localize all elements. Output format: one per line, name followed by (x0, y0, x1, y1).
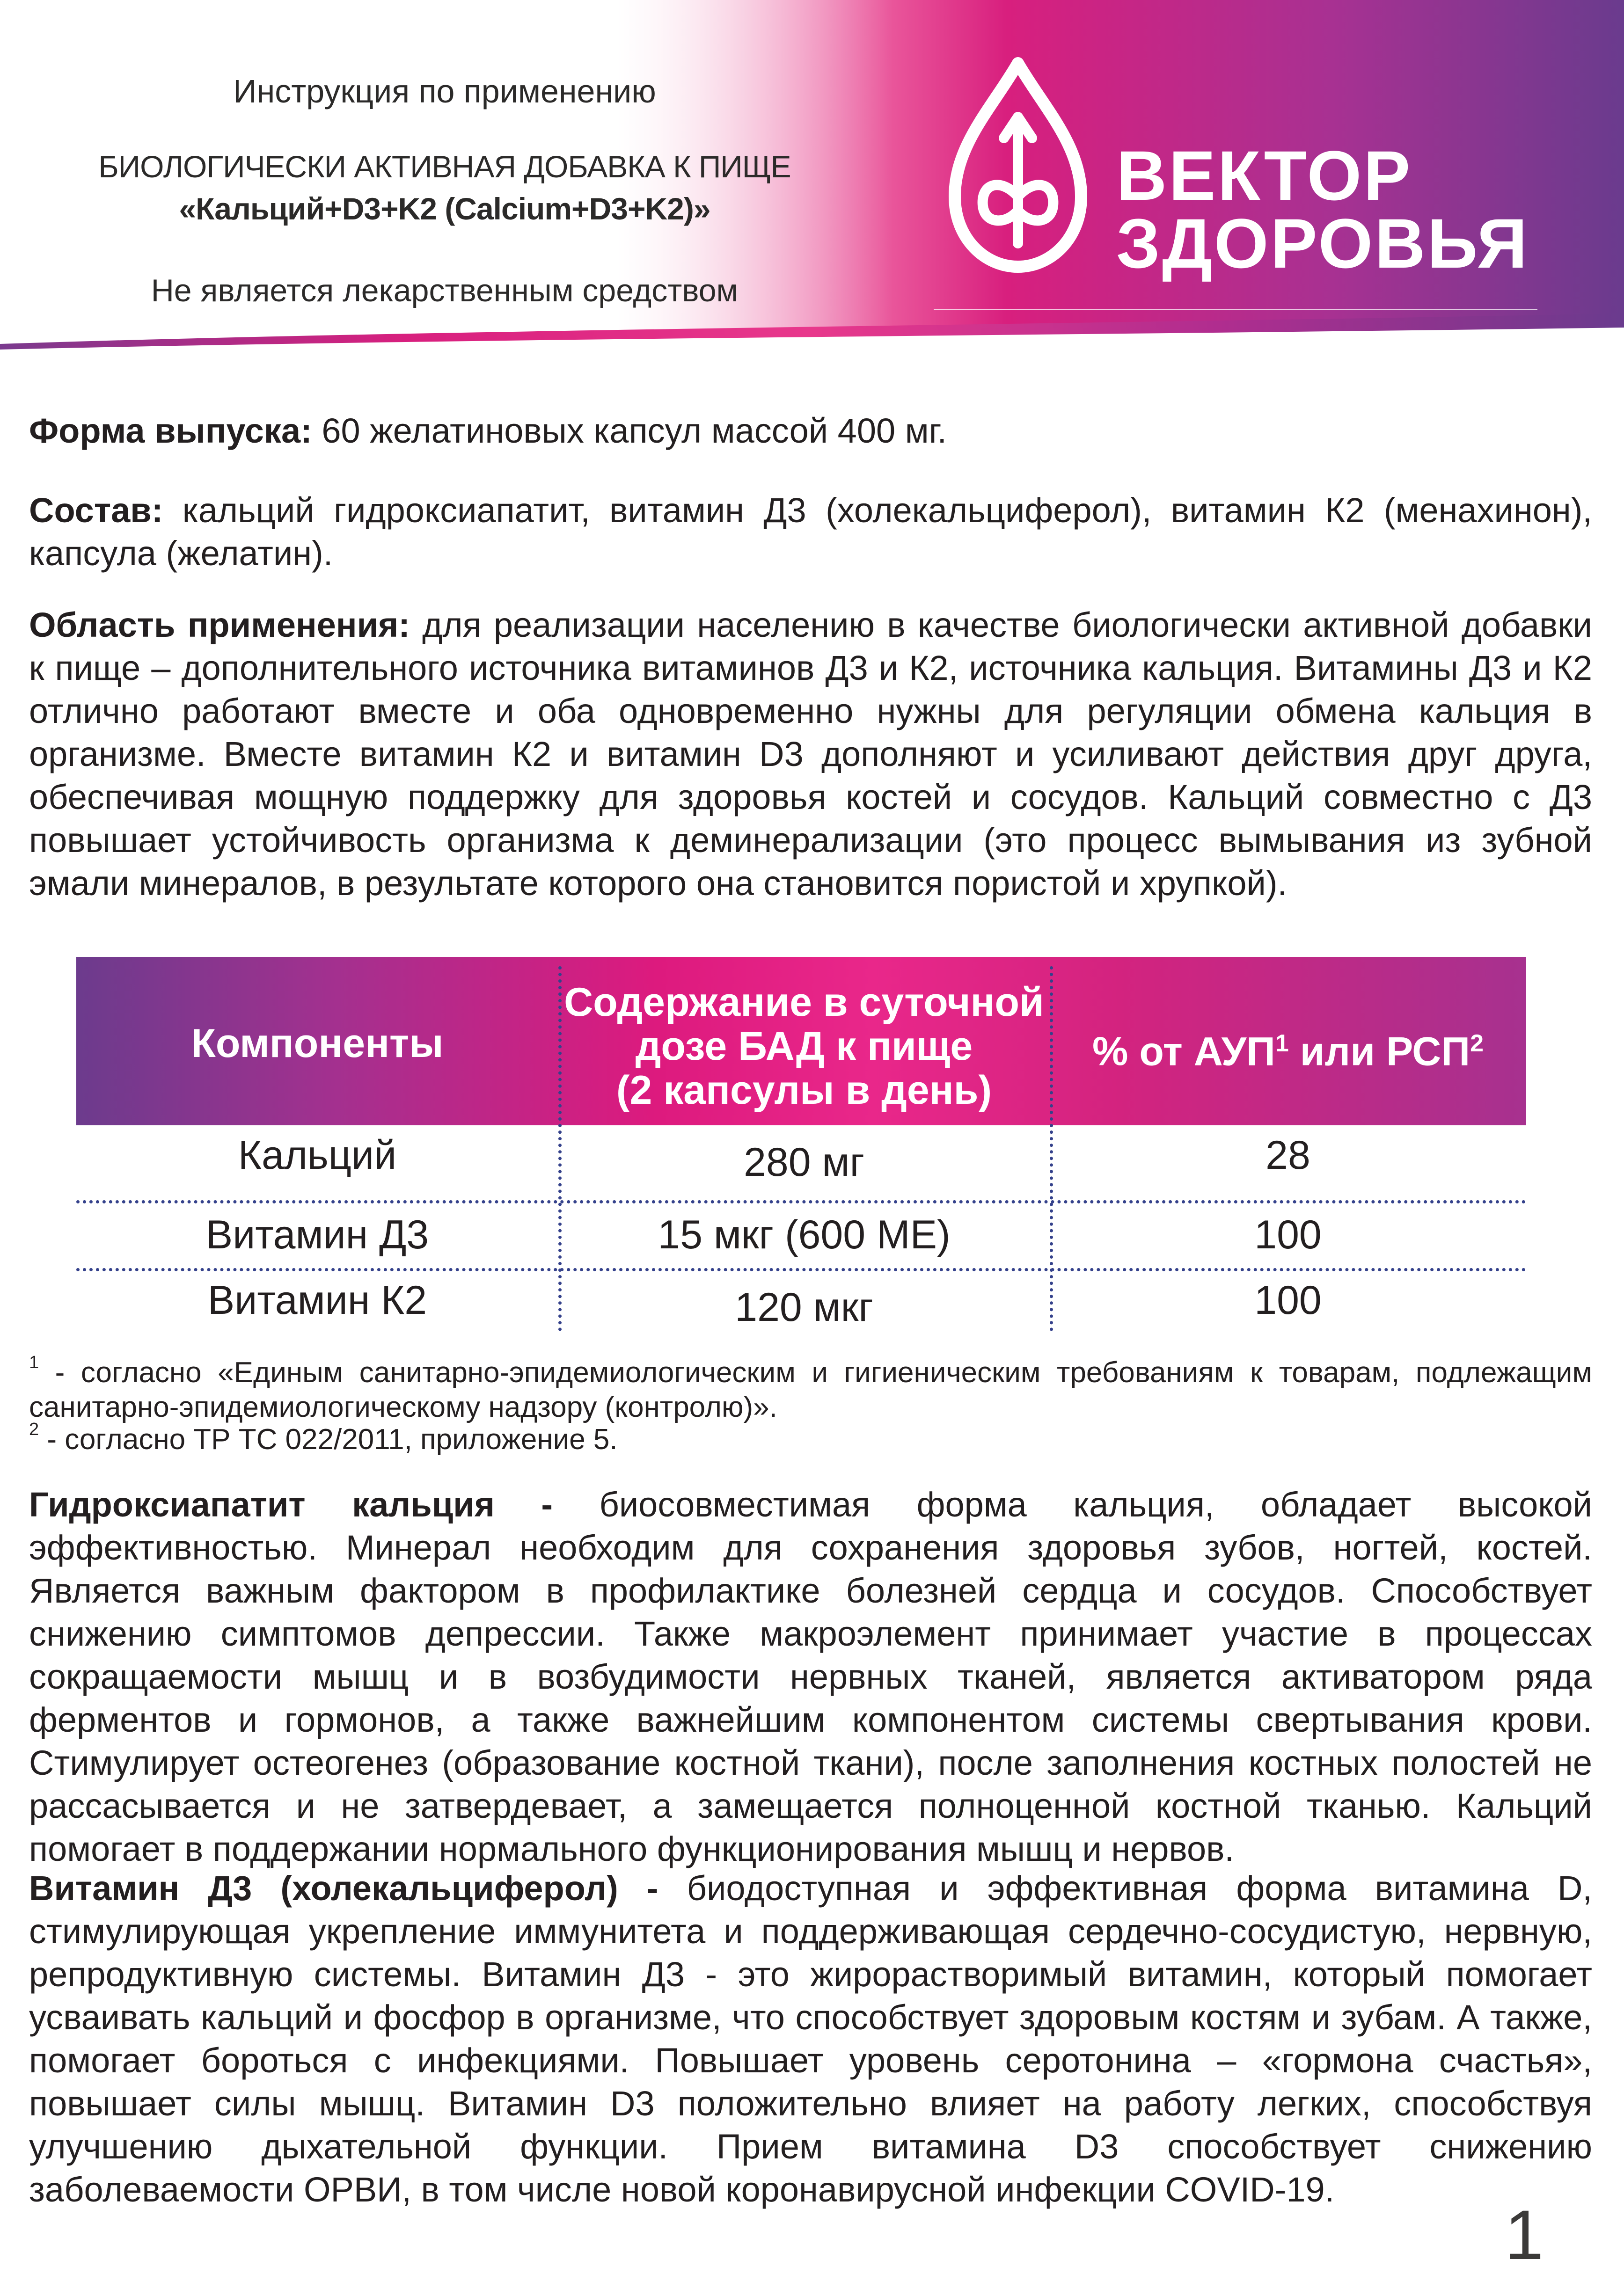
row-divider (76, 1200, 1526, 1203)
row-1-component: Кальций (238, 1133, 397, 1178)
page-number: 1 (1505, 2195, 1544, 2274)
row-divider (76, 1268, 1526, 1271)
application-text: для реализации населению в качестве биологически активной добавки к пище – дополнительного источника витаминов Д3 и К2, источника кальция. Витамины Д3 и К2 отлично работают вместе и оба одновременно нужны для регуляции обмена кальция в организме. Вместе витамин К2 и витамин D3 дополняют и усиливают действия друг друга, обеспечивая мощную поддержку для здоровья костей и сосудов. Кальций совместно с Д3 повышает устойчивость организма к деминерализации (это процесс вымывания из зубной эмали минералов, в результате которого она становится пористой и хрупкой). (29, 605, 1592, 903)
hydroxyapatite-label: Гидроксиапатит кальция - (29, 1485, 553, 1524)
row-1-content: 280 мг (744, 1140, 864, 1185)
composition-text: кальций гидроксиапатит, витамин Д3 (холекальциферол), витамин К2 (менахинон), капсула (желатин). (29, 491, 1592, 573)
header-content-line2: дозе БАД к пище (635, 1024, 973, 1069)
vitamin-d3-section (29, 1867, 1592, 2211)
brand-name-line2: ЗДОРОВЬЯ (1116, 204, 1529, 283)
header-percent-label: % от АУП (1092, 1029, 1275, 1074)
header-content-line3: (2 капсулы в день) (616, 1068, 992, 1113)
header-banner (0, 0, 1624, 363)
composition (29, 489, 1592, 575)
drop-leaf-logo-icon (941, 56, 1095, 276)
composition-label: Состав: (29, 491, 163, 530)
vitamin-d3-text: биодоступная и эффективная форма витамина D, стимулирующая укрепление иммунитета и поддерживающая сердечно-сосудистую, нервную, репродуктивную системы. Витамин Д3 - это жирорастворимый витамин, который помогает усваивать кальций и фосфор в организме, что способствует здоровым костям и зубам. А также, помогает бороться с инфекциями. Повышает уровень серотонина – «гормона счастья», повышает силы мышц. Витамин D3 положительно влияет на работу легких, способствуя улучшению дыхательной функции. Прием витамина D3 способствует снижению заболеваемости ОРВИ, в том числе новой коронавирусной инфекции COVID-19. (29, 1869, 1592, 2209)
header-title: Инструкция по применению (233, 73, 656, 109)
brand-name-line1: ВЕКТОР (1116, 136, 1412, 215)
header-subtitle-product: «Кальций+D3+K2 (Calcium+D3+K2)» (179, 191, 710, 226)
vitamin-d3-label: Витамин Д3 (холекальциферол) - (29, 1869, 658, 1908)
row-3-component: Витамин К2 (207, 1278, 427, 1323)
header-subtitle-disclaimer: Не является лекарственным средством (151, 273, 739, 308)
release-form-label: Форма выпуска: (29, 411, 312, 450)
footnote-2 (29, 1412, 1592, 1457)
hydroxyapatite-text: биосовместимая форма кальция, обладает высокой эффективностью. Минерал необходим для сохранения здоровья зубов, ногтей, костей. Является важным фактором в профилактике болезней сердца и сосудов. Способствует снижению симптомов депрессии. Также макроэлемент принимает участие в процессах сокращаемости мышц и в возбудимости нервных тканей, является активатором ряда ферментов и гормонов, а также важнейшим компонентом системы свертывания крови. Стимулирует остеогенез (образование костной ткани), после заполнения костных полостей не рассасывается и не затвердевает, а замещается полноценной костной тканью. Кальций помогает в поддержании нормального функционирования мышц и нервов. (29, 1485, 1593, 1868)
row-3-percent: 100 (1254, 1278, 1322, 1323)
header-content (558, 980, 1050, 1112)
row-3-content: 120 мкг (735, 1285, 873, 1330)
footnote-2-text: - согласно ТР ТС 022/2011, приложение 5. (39, 1423, 618, 1456)
row-1-percent: 28 (1266, 1133, 1310, 1178)
hydroxyapatite-section (29, 1483, 1592, 1871)
row-2-component: Витамин Д3 (205, 1212, 429, 1257)
header-components: Компоненты (191, 1021, 444, 1066)
row-2-content: 15 мкг (600 МЕ) (658, 1212, 951, 1257)
application-label: Область применения: (29, 605, 410, 644)
footnote-1-text: - согласно «Единым санитарно-эпидемиологическим и гигиеническим требованиям к товарам, подлежащим санитарно-эпидемиологическому надзору (контролю)». (29, 1356, 1592, 1423)
header-percent-sup2: 2 (1470, 1030, 1484, 1057)
header-percent-sup1: 1 (1275, 1030, 1289, 1057)
header-percent (1050, 1021, 1526, 1074)
row-2-percent: 100 (1254, 1212, 1322, 1257)
release-form-text: 60 желатиновых капсул массой 400 мг. (312, 411, 947, 450)
header-subtitle-category: БИОЛОГИЧЕСКИ АКТИВНАЯ ДОБАВКА К ПИЩЕ (98, 149, 791, 184)
footnote-2-mark: 2 (29, 1420, 39, 1439)
header-percent-mid: или РСП (1288, 1029, 1470, 1074)
header-content-line1: Содержание в суточной (564, 980, 1044, 1025)
footnote-1-mark: 1 (29, 1353, 39, 1372)
header-wave (0, 306, 1624, 363)
release-form (29, 409, 1592, 452)
application-area (29, 604, 1592, 905)
